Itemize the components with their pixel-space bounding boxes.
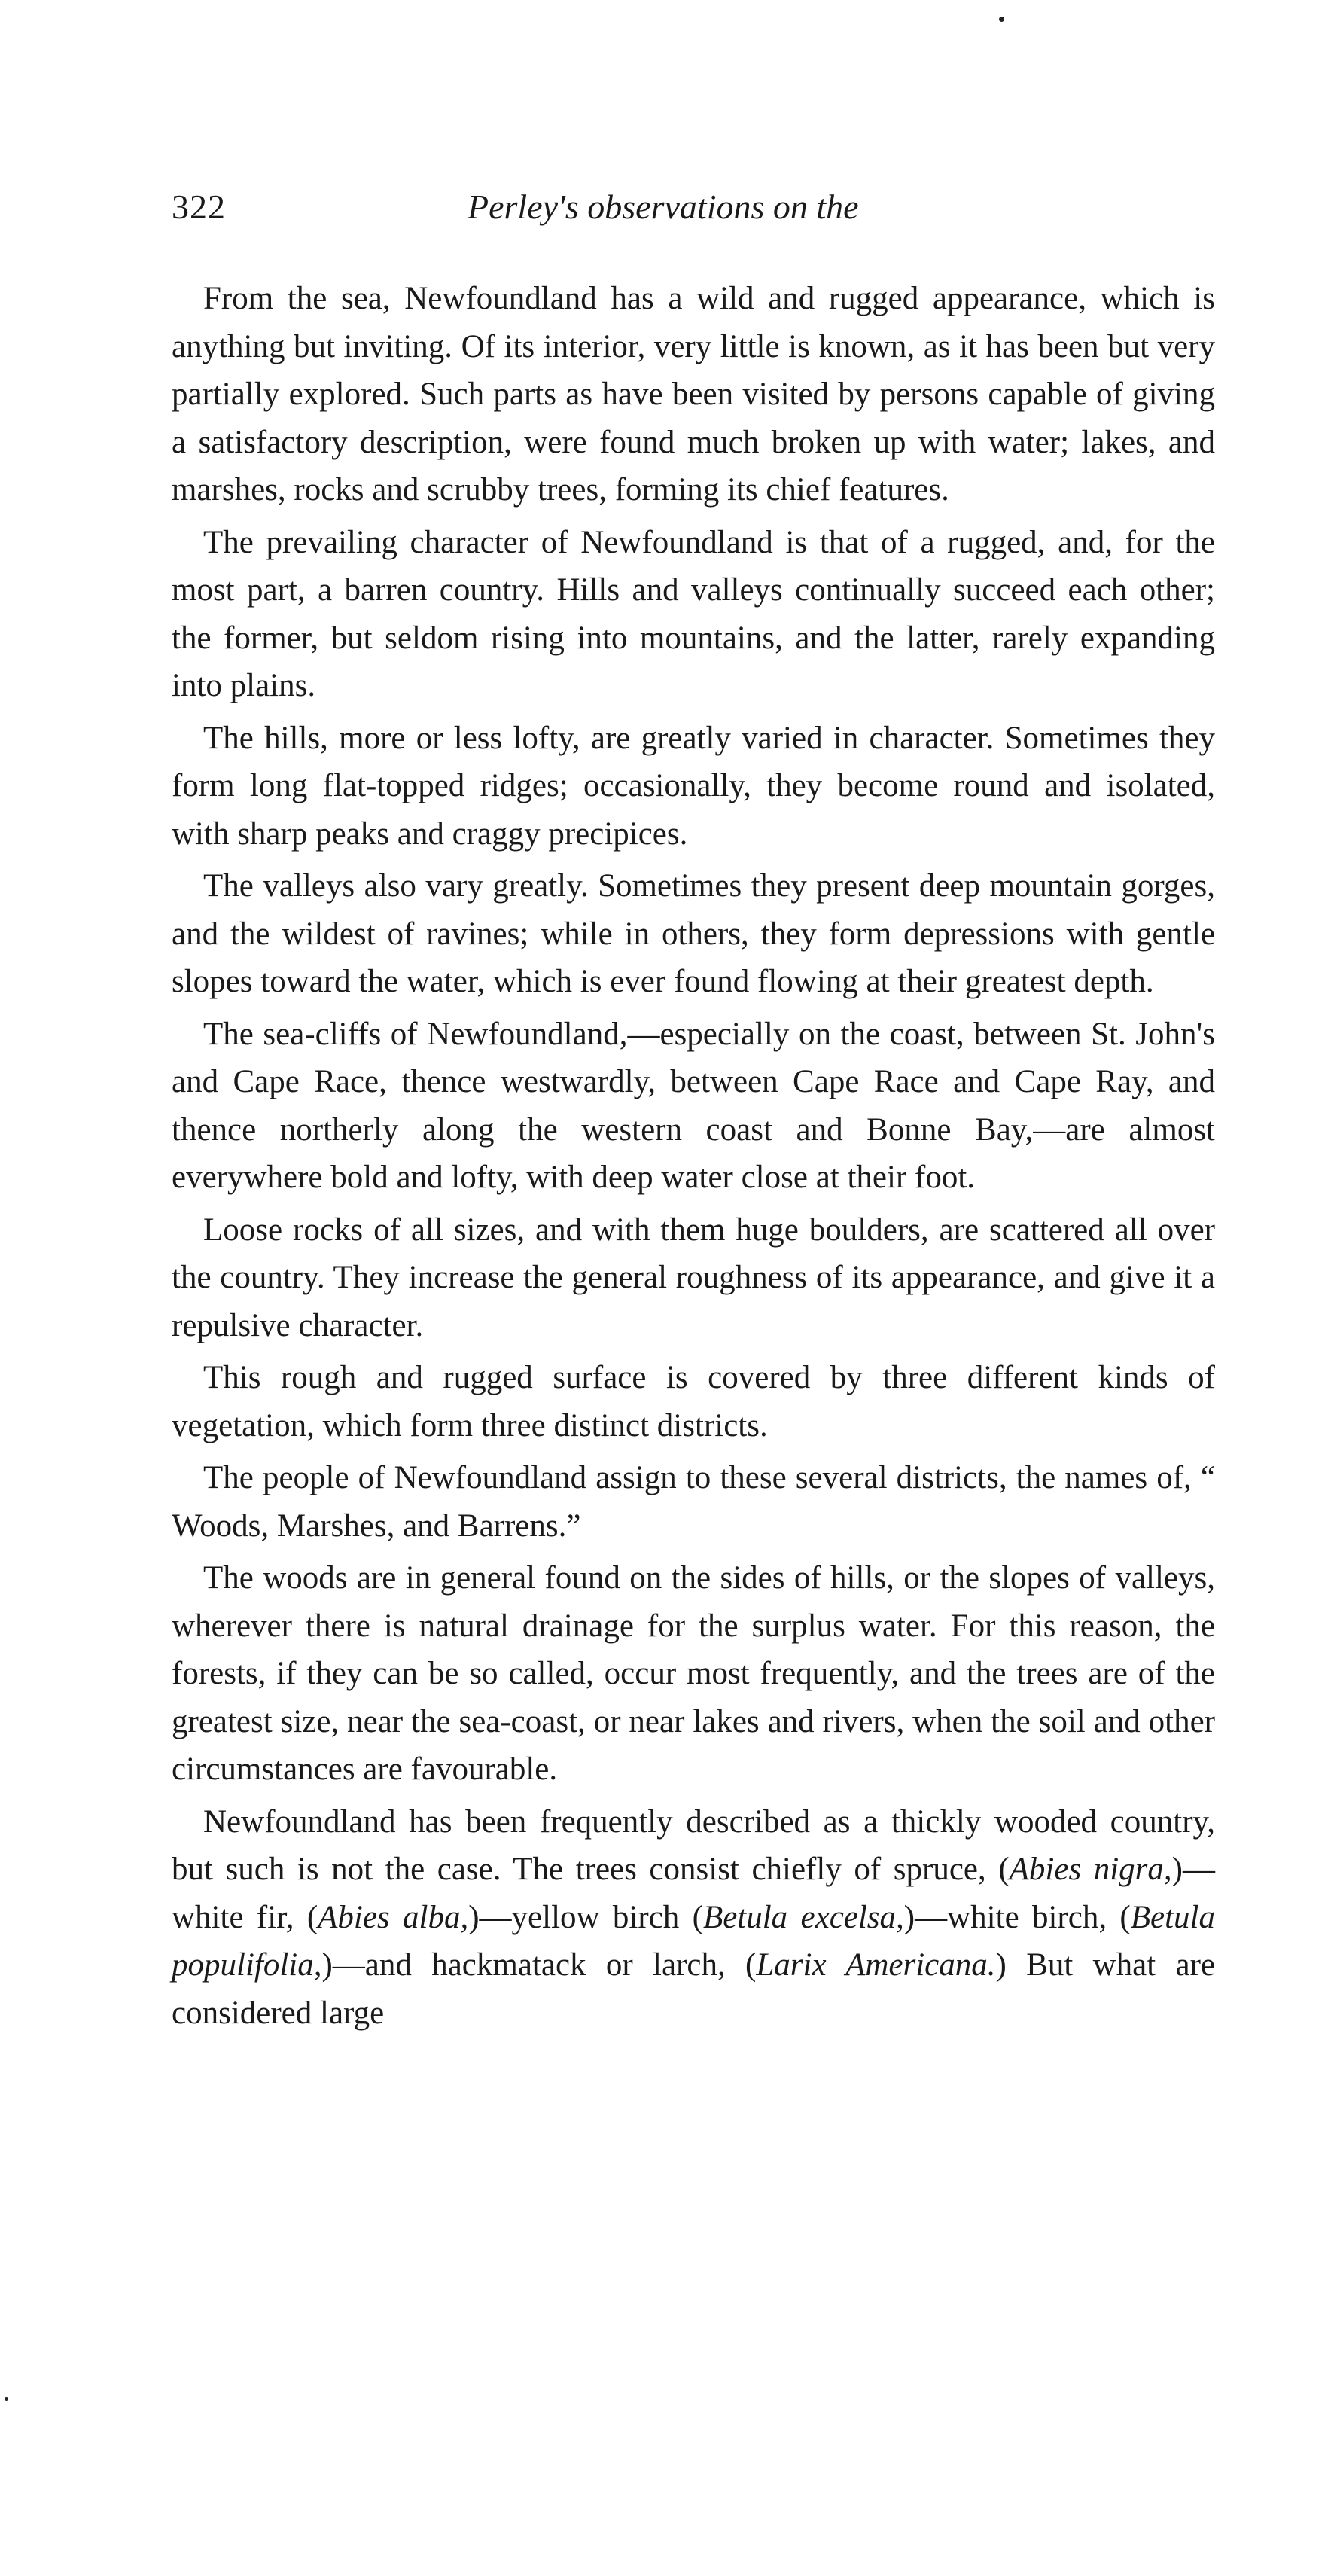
paragraph-8: The people of Newfoundland assign to these several districts, the names of, “ Woods, Marshes, and Barrens.” [172,1460,1215,1544]
body-text [172,275,1215,2041]
paragraph-3: The hills, more or less lofty, are greatly varied in character. Sometimes they form long flat-topped ridges; occasionally, they become round and isolated, with sharp peaks and craggy precipices. [172,720,1215,852]
species-name: Abies nigra, [1009,1852,1172,1887]
paragraph-10-text: )—white fir, ( [172,1852,1215,1935]
paragraph-10-text: )—and hackmatack or larch, ( [321,1947,757,1983]
page-number: 322 [172,187,226,226]
paragraph-10-text: )—yellow birch ( [468,1899,703,1935]
paragraph-1: From the sea, Newfoundland has a wild and rugged appearance, which is anything but inviting. Of its interior, very little is known, as it has been but very partially explored. Such parts as have been visited by persons capable of giving a satisfactory description, were found much broken up with water; lakes, and marshes, rocks and scrubby trees, forming its chief features. [172,281,1215,508]
species-name: Abies alba, [318,1899,469,1935]
paragraph-4: The valleys also vary greatly. Sometimes they present deep mountain gorges, and the wildest of ravines; while in others, they form depressions with gentle slopes toward the water, which is ever found flowing at their greatest depth. [172,868,1215,999]
species-name: Betula populifolia, [172,1899,1215,1983]
running-title: Perley's observations on the [468,187,859,226]
print-speck [999,17,1004,22]
paragraph-5: The sea-cliffs of Newfoundland,—especially on the coast, between St. John's and Cape Race, thence westwardly, between Cape Race and Cape Ray, and thence northerly along the western coast and Bonne Bay,—are almost everywhere bold and lofty, with deep water close at their foot. [172,1016,1215,1195]
paragraph-6: Loose rocks of all sizes, and with them huge boulders, are scattered all over the country. They increase the general roughness of its appearance, and give it a repulsive character. [172,1212,1215,1343]
paragraph-10 [172,1798,1215,2038]
paragraph-7: This rough and rugged surface is covered by three different kinds of vegetation, which form three distinct districts. [172,1360,1215,1443]
paragraph-10-text: )—white birch, ( [903,1899,1131,1935]
paragraph-10-text: Newfoundland has been frequently described as a thickly wooded country, but such is not the case. The trees consist chiefly of spruce, ( [172,1803,1215,1887]
paragraph-10-text: ) But what are considered large [172,1947,1215,2031]
paragraph-2: The prevailing character of Newfoundland is that of a rugged, and, for the most part, a barren country. Hills and valleys continually succeed each other; the former, but seldom rising into mountains, and the latter, rarely expanding into plains. [172,524,1215,703]
running-head [172,187,1226,239]
paragraph-9: The woods are in general found on the sides of hills, or the slopes of valleys, wherever there is natural drainage for the surplus water. For this reason, the forests, if they can be so called, occur most frequently, and the trees are of the greatest size, near the sea-coast, or near lakes and rivers, when the soil and other circumstances are favourable. [172,1560,1215,1787]
species-name: Larix Americana. [756,1947,996,1983]
species-name: Betula excelsa, [702,1899,904,1935]
print-speck [5,2397,8,2401]
